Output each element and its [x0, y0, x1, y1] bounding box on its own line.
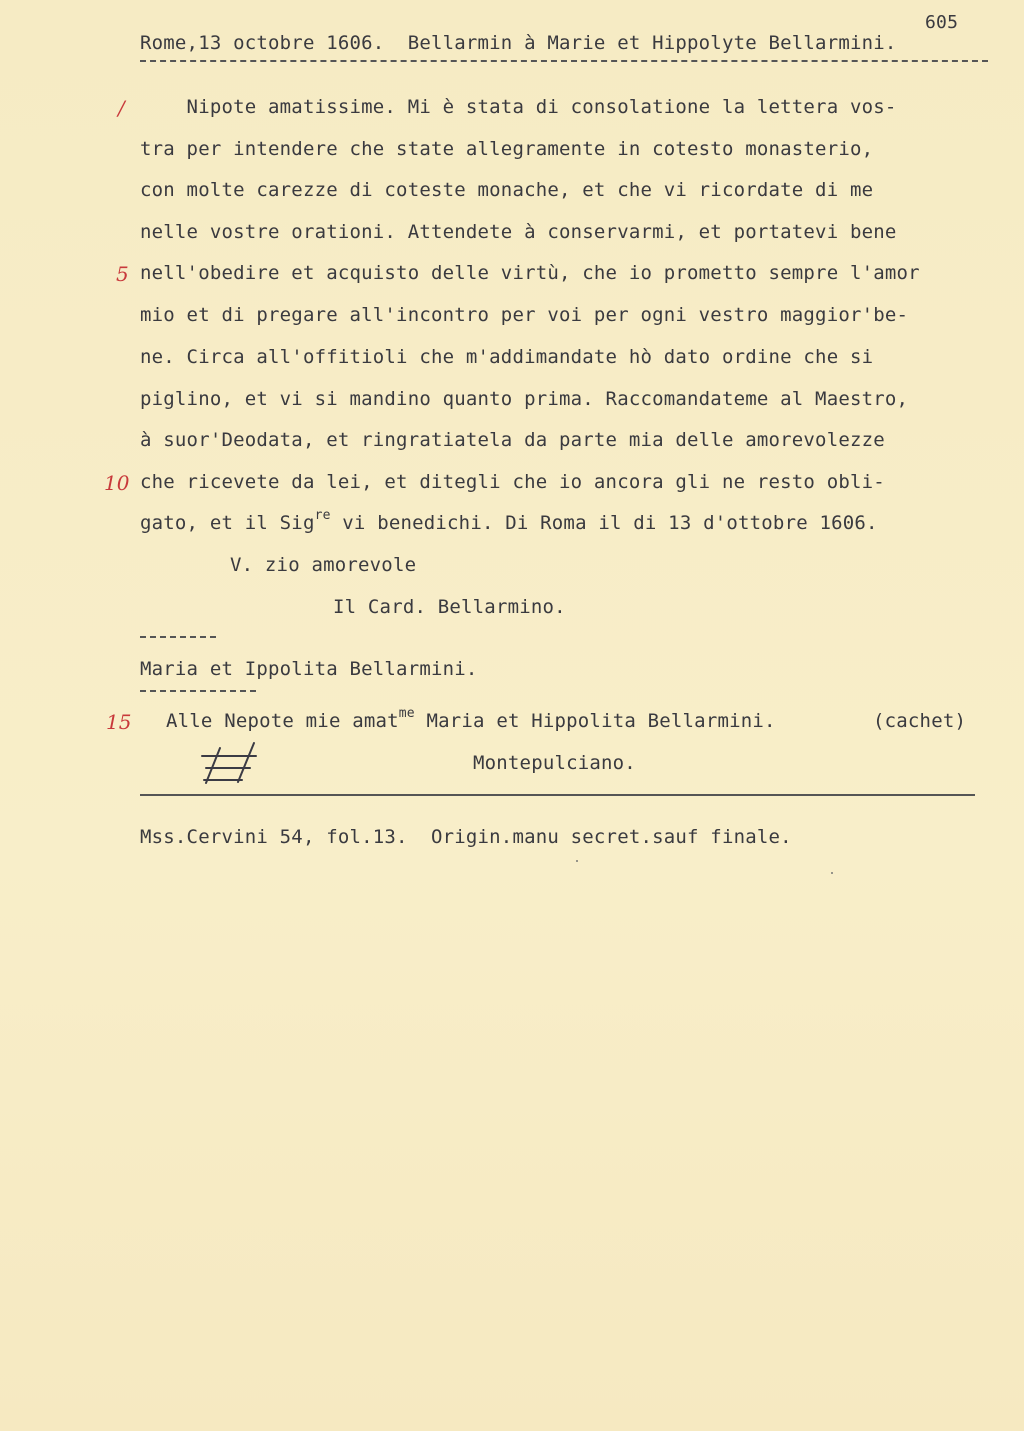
letter-closing: V. zio amorevole — [230, 554, 417, 576]
letter-line: Nipote amatissime. Mi è stata di consolatione la lettera vos- — [140, 96, 897, 118]
address-line — [166, 706, 776, 732]
handwritten-mark-icon — [198, 740, 262, 788]
letter-signature: Il Card. Bellarmino. — [333, 596, 566, 618]
superscript-re: re — [314, 508, 331, 523]
margin-number-15: 15 — [106, 710, 132, 734]
margin-number-1: / — [118, 96, 125, 120]
letter-line: à suor'Deodata, et ringratiatela da parte mia delle amorevolezze — [140, 429, 885, 451]
speck — [576, 860, 578, 862]
margin-number-10: 10 — [104, 471, 130, 495]
header-dashed-rule — [140, 60, 988, 62]
address-names: Maria et Hippolita Bellarmini. — [414, 710, 776, 732]
letter-line: ne. Circa all'offitioli che m'addimandate hò dato ordine che si — [140, 346, 874, 368]
recipients-line: Maria et Ippolita Bellarmini. — [140, 658, 478, 680]
seal-note: (cachet) — [873, 710, 967, 732]
letter-line: che ricevete da lei, et ditegli che io ancora gli ne resto obli- — [140, 471, 885, 493]
letter-line: piglino, et vi si mandino quanto prima. Raccomandateme al Maestro, — [140, 388, 909, 410]
letter-last-line — [140, 508, 878, 534]
letter-line: tra per intendere che state allegramente in cotesto monasterio, — [140, 138, 874, 160]
speck — [831, 872, 833, 874]
address-start: Alle Nepote mie amat — [166, 710, 399, 732]
letter-line: nelle vostre orationi. Attendete à conservarmi, et portatevi bene — [140, 221, 897, 243]
margin-number-5: 5 — [116, 262, 129, 286]
recipients-underline — [140, 690, 256, 692]
footer-rule — [140, 794, 975, 796]
letter-line: nell'obedire et acquisto delle virtù, che io prometto sempre l'amor — [140, 262, 920, 284]
page-number: 605 — [925, 12, 959, 33]
letter-last-line-start: gato, et il Sig — [140, 512, 315, 534]
superscript-me: me — [398, 706, 415, 721]
source-note: Mss.Cervini 54, fol.13. Origin.manu secret.sauf finale. — [140, 826, 792, 848]
letter-header: Rome,13 octobre 1606. Bellarmin à Marie et Hippolyte Bellarmini. — [140, 32, 897, 54]
letter-line: con molte carezze di coteste monache, et che vi ricordate di me — [140, 179, 874, 201]
short-dashed-rule — [140, 636, 216, 638]
destination-place: Montepulciano. — [473, 752, 636, 774]
letter-last-line-end: vi benedichi. Di Roma il di 13 d'ottobre 1606. — [330, 512, 878, 534]
letter-line: mio et di pregare all'incontro per voi per ogni vestro maggior'be- — [140, 304, 909, 326]
